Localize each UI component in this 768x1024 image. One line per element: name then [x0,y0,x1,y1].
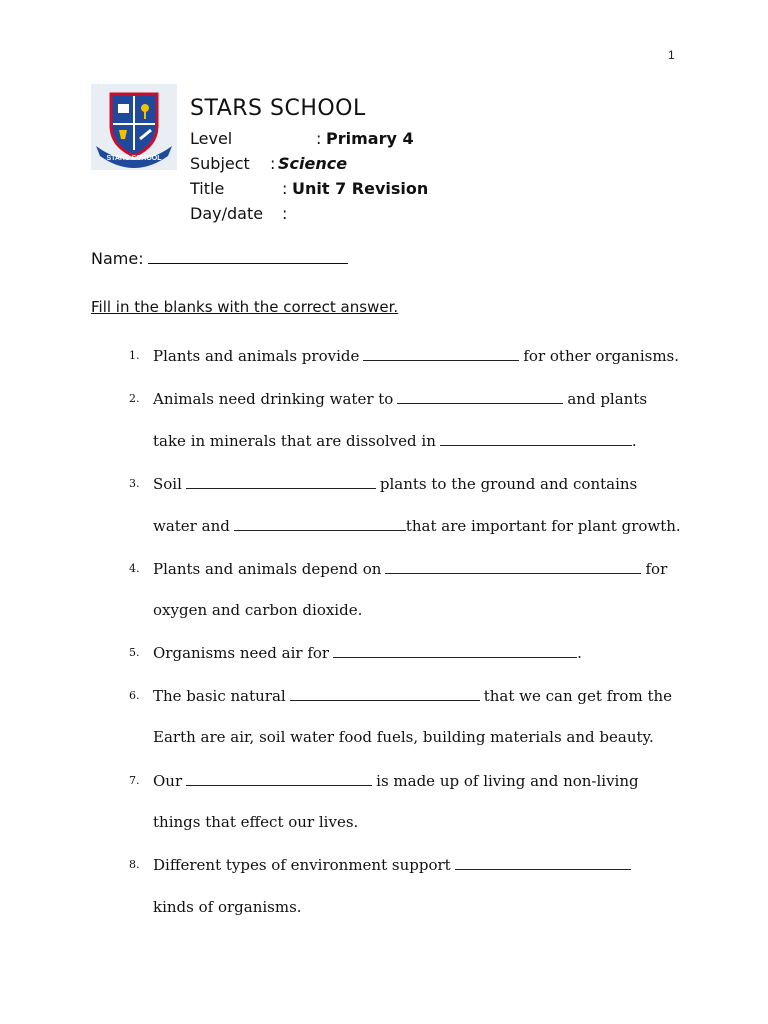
question-7-line-2: things that effect our lives. [153,813,359,831]
subject-separator: : [270,154,276,173]
level-value: Primary 4 [326,129,414,148]
answer-blank[interactable] [333,643,577,658]
subject-value: Science [278,154,348,173]
logo-ribbon-text: STARS SCHOOL [106,155,162,162]
answer-blank[interactable] [290,686,480,701]
question-6-line-2: Earth are air, soil water food fuels, building materials and beauty. [153,728,654,746]
level-separator: : [316,129,322,148]
instruction-text: Fill in the blanks with the correct answer. [91,298,399,316]
answer-blank[interactable] [363,346,519,361]
question-number: 1. [129,349,140,362]
question-3-line-2: water and that are important for plant growth. [153,517,681,535]
answer-blank[interactable] [397,389,563,404]
page-number: 1 [668,48,675,62]
title-label: Title [190,179,225,198]
question-number: 2. [129,392,140,405]
answer-blank[interactable] [234,516,406,531]
date-label: Day/date [190,204,264,223]
title-separator: : [282,179,288,198]
answer-blank[interactable] [385,559,641,574]
question-5-line-1: Organisms need air for . [153,644,582,662]
name-label: Name: [91,249,144,268]
question-number: 4. [129,562,140,575]
question-6-line-1: The basic natural that we can get from the [153,687,673,705]
title-value: Unit 7 Revision [292,179,429,198]
question-8-line-2: kinds of organisms. [153,898,302,916]
name-field [91,247,348,268]
question-2-line-2: take in minerals that are dissolved in . [153,432,637,450]
question-number: 6. [129,689,140,702]
question-1-line-1: Plants and animals provide for other organisms. [153,347,680,365]
question-7-line-1: Our is made up of living and non-living [153,772,639,790]
name-blank[interactable] [148,247,348,264]
answer-blank[interactable] [186,474,376,489]
question-3-line-1: Soil plants to the ground and contains [153,475,638,493]
answer-blank[interactable] [440,431,632,446]
question-4-line-1: Plants and animals depend on for [153,560,668,578]
question-4-line-2: oxygen and carbon dioxide. [153,601,363,619]
subject-label: Subject [190,154,250,173]
question-8-line-1: Different types of environment support [153,855,635,877]
level-label: Level [190,129,233,148]
question-2-line-1: Animals need drinking water to and plants [153,390,648,408]
question-number: 3. [129,477,140,490]
question-number: 8. [129,858,140,871]
school-crest-logo [91,84,177,170]
question-number: 5. [129,646,140,659]
question-number: 7. [129,774,140,787]
answer-blank[interactable] [455,855,631,870]
date-separator: : [282,204,288,223]
answer-blank[interactable] [186,771,372,786]
school-name: STARS SCHOOL [190,96,366,121]
